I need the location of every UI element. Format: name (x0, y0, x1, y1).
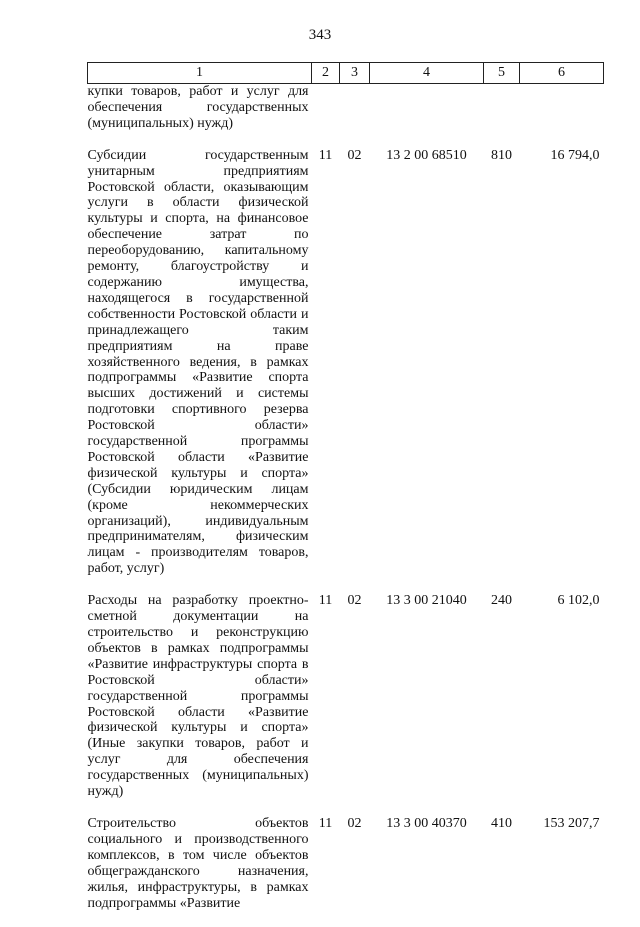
budget-table (87, 62, 604, 927)
header-col-5: 5 (484, 63, 520, 84)
row-sum: 153 207,7 (543, 815, 600, 831)
row-vr (484, 84, 520, 148)
row-pr (340, 84, 370, 148)
row-rz: 11 (318, 593, 333, 609)
row-csr: 13 3 00 40370 (386, 815, 467, 831)
header-col-2: 2 (312, 63, 340, 84)
row-sum: 16 794,0 (550, 147, 600, 163)
row-vr: 240 (491, 593, 512, 609)
row-csr: 13 2 00 68510 (386, 147, 467, 163)
row-rz: 11 (318, 147, 333, 163)
row-csr (370, 84, 484, 148)
row-pr: 02 (347, 815, 362, 831)
table-row (88, 816, 604, 927)
row-name: Расходы на разработку проектно-сметной документации на строительство и реконструкцию объектов в рамках подпрограммы «Развитие инфраструктуры спорта в Ростовской области» государственной программы Ростовской области «Развитие физической культуры и спорта» (Иные закупки товаров, работ и услуг для обеспечения государственных (муниципальных) нужд) (87, 593, 309, 800)
row-name: Субсидии государственным унитарным предприятиям Ростовской области, оказывающим услуги в области физической культуры и спорта, на финансовое обеспечение затрат по переоборудованию, капитальному ремонту, благоустройству и содержанию имущества, находящегося в государственной собственности Ростовской области и принадлежащего таким предприятиям на праве хозяйственного ведения, в рамках подпрограммы «Развитие спорта высших достижений и системы подготовки спортивного резерва Ростовской области» государственной программы Ростовской области «Развитие физической культуры и спорта» (Субсидии юридическим лицам (кроме некоммерческих организаций), индивидуальным предпринимателям, физическим лицам - производителям товаров, работ, услуг) (87, 147, 309, 577)
table-row (88, 593, 604, 816)
header-col-6: 6 (520, 63, 604, 84)
row-csr: 13 3 00 21040 (386, 593, 467, 609)
row-sum (520, 84, 604, 148)
row-pr: 02 (347, 593, 362, 609)
row-rz: 11 (318, 815, 333, 831)
row-rz (312, 84, 340, 148)
header-col-3: 3 (340, 63, 370, 84)
row-name: купки товаров, работ и услуг для обеспечения государственных (муниципальных) нужд) (87, 84, 309, 131)
header-col-1: 1 (88, 63, 312, 84)
row-vr: 810 (491, 147, 512, 163)
header-row (88, 63, 604, 84)
page-number: 343 (308, 27, 332, 43)
row-name: Строительство объектов социального и производственного комплексов, в том числе объектов общегражданского назначения, жилья, инфраструктуры, в рамках подпрограммы «Развитие (87, 815, 309, 911)
table-row (88, 148, 604, 593)
header-col-4: 4 (370, 63, 484, 84)
row-sum: 6 102,0 (557, 593, 600, 609)
row-vr: 410 (491, 815, 512, 831)
table-row (88, 84, 604, 148)
row-pr: 02 (347, 147, 362, 163)
